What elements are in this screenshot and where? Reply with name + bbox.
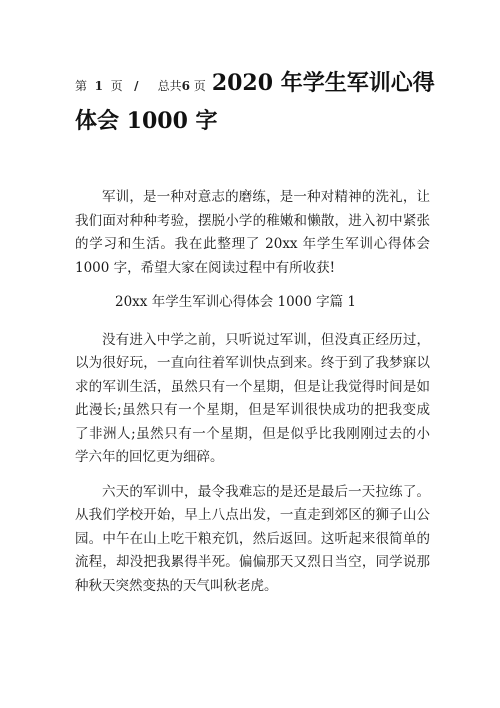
- document-title: 2020 年学生军训心得: [211, 70, 435, 96]
- header-first-line: [75, 66, 435, 100]
- page-separator: /: [134, 79, 139, 93]
- total-pages: 6: [181, 79, 190, 93]
- intro-paragraph: 军训，是一种对意志的磨练，是一种对精神的洗礼，让我们面对种种考验，摆脱小学的稚嫩和懒散，进入初中紧张的学习和生活。我在此整理了 20xx 年学生军训心得体会 1000 字，希望大家在阅读过程中有所收获!: [75, 189, 430, 276]
- total-unit: 页: [193, 79, 206, 93]
- document-body: [75, 186, 430, 609]
- page-unit: 页: [110, 79, 123, 93]
- section-title: 20xx 年学生军训心得体会 1000 字篇 1: [115, 294, 357, 310]
- page-prefix: 第: [75, 79, 88, 93]
- page-indicator: [75, 77, 206, 94]
- body-paragraph: 没有进入中学之前，只听说过军训，但没真正经历过，以为很好玩，一直向往着军训快点到来。终于到了我梦寐以求的军训生活，虽然只有一个星期，但是让我觉得时间是如此漫长;虽然只有一个星期，但是军训很快成功的把我变成了非洲人;虽然只有一个星期，但是似乎比我刚刚过去的小学六年的回忆更为细碎。: [75, 331, 430, 465]
- page-number: 1: [94, 79, 104, 93]
- page-header: [75, 66, 435, 138]
- total-prefix: 总共: [157, 79, 182, 93]
- document-title-continued: 体会 1000 字: [75, 108, 218, 134]
- body-paragraph: 六天的军训中，最令我难忘的是还是最后一天拉练了。从我们学校开始，早上八点出发，一直走到郊区的狮子山公园。中午在山上吃干粮充饥，然后返回。这听起来很简单的流程，却没把我累得半死。偏偏那天又烈日当空，同学说那种秋天突然变热的天气叫秋老虎。: [75, 483, 430, 594]
